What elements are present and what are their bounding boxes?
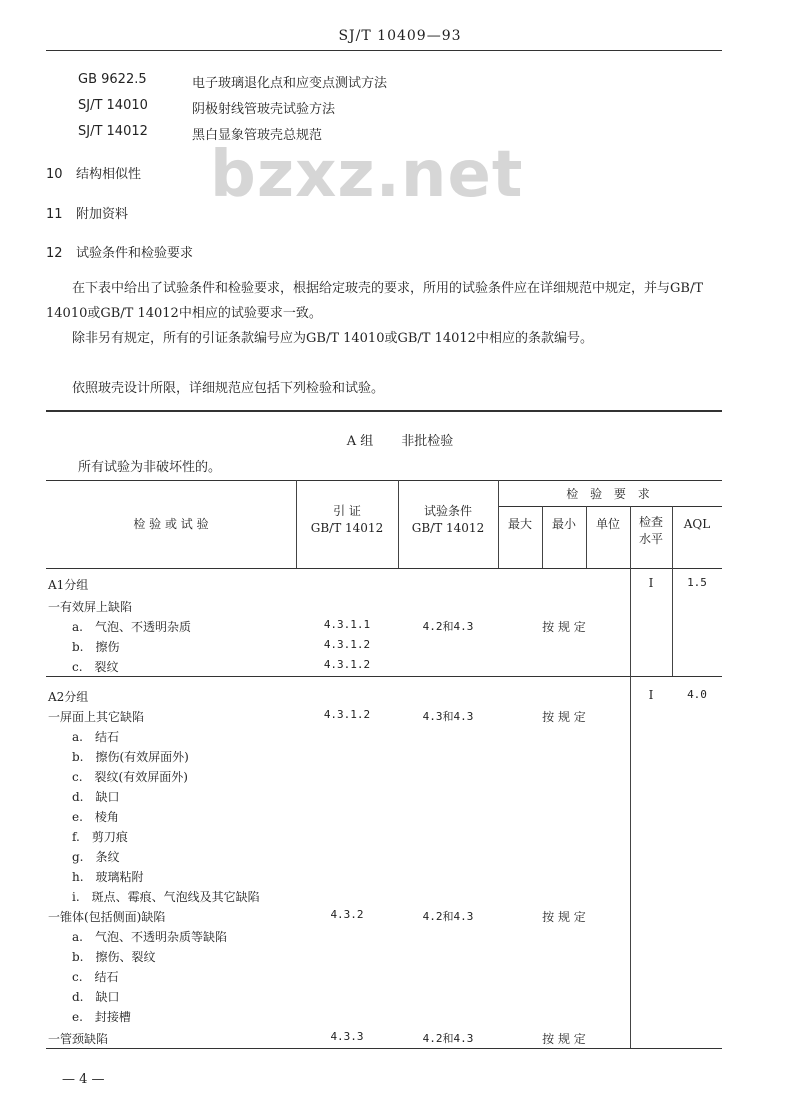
table-row-item: d. 缺口 (72, 790, 120, 804)
group-name: A 组 (346, 434, 374, 449)
col-rule (630, 568, 631, 1048)
table-row-ref: 4.3.2 (330, 908, 364, 921)
section-number: 12 (46, 246, 63, 261)
col-header-unit: 单位 (595, 517, 620, 531)
section-number: 11 (46, 207, 63, 222)
section-title: 结构相似性 (76, 167, 142, 182)
col-header-ref: 引 证 GB/T 14012 (310, 504, 384, 535)
body-paragraph: 依照玻壳设计所限，详细规范应包括下列检验和试验。 (72, 381, 385, 396)
col-header-max: 最大 (507, 517, 532, 531)
table-top-rule (46, 480, 722, 481)
req-sub-rule (498, 506, 722, 507)
watermark: bzxz.net (210, 138, 524, 212)
table-row-ref: 4.3.1.2 (323, 658, 371, 671)
ref-title: 电子玻璃退化点和应变点测试方法 (192, 76, 388, 91)
table-row-ref: 4.3.1.2 (323, 638, 371, 651)
table-row-ref: 4.3.3 (330, 1030, 364, 1043)
table-row-ref: 4.3.1.1 (323, 618, 371, 631)
col-header-min: 最小 (551, 517, 576, 531)
block-title: A2分组 (48, 690, 89, 704)
table-row-item: 一屏面上其它缺陷 (48, 710, 145, 724)
table-row-item: b. 擦伤 (72, 640, 120, 654)
col-header-req: 检 验 要 求 (566, 487, 654, 501)
col-header-item: 检 验 或 试 验 (133, 517, 209, 531)
inspection-level: I (648, 688, 654, 702)
table-header-rule (46, 568, 722, 569)
ref-code: SJ/T 14010 (78, 98, 148, 113)
page-number: — 4 — (62, 1072, 105, 1087)
col-header-cond: 试验条件 GB/T 14012 (411, 504, 485, 535)
table-row-item: a. 气泡、不透明杂质 (72, 620, 191, 634)
table-row-item: d. 缺口 (72, 990, 120, 1004)
inspection-level: I (648, 576, 654, 590)
table-row-item: f. 剪刀痕 (72, 830, 128, 844)
table-row-ref: 4.3.1.2 (323, 708, 371, 721)
table-row-item: c. 结石 (72, 970, 119, 984)
block-title: A1分组 (48, 578, 89, 592)
table-row-item: 一管颈缺陷 (48, 1032, 109, 1046)
aql-value: 4.0 (687, 688, 707, 701)
table-row-item: c. 裂纹 (72, 660, 119, 674)
section-number: 10 (46, 167, 63, 182)
section-title: 附加资料 (76, 207, 129, 222)
aql-value: 1.5 (687, 576, 707, 589)
table-bottom-rule (46, 1048, 722, 1049)
group-note: 所有试验为非破坏性的。 (78, 460, 222, 475)
table-row-req: 按 规 定 (542, 1032, 586, 1046)
ref-code: GB 9622.5 (78, 72, 147, 87)
table-row-item: a. 结石 (72, 730, 119, 744)
running-header: SJ/T 10409—93 (338, 28, 462, 44)
ref-code: SJ/T 14012 (78, 124, 148, 139)
table-row-cond: 4.2和4.3 (422, 620, 474, 633)
table-row-item: b. 擦伤(有效屏面外) (72, 750, 189, 764)
table-row-item: i. 斑点、霉痕、气泡线及其它缺陷 (72, 890, 260, 904)
table-row-item: 一有效屏上缺陷 (48, 600, 133, 614)
col-header-level: 检查 水平 (638, 515, 663, 546)
block-rule (46, 676, 722, 677)
ref-title: 黑白显象管玻壳总规范 (192, 128, 323, 143)
table-row-item: e. 封接槽 (72, 1010, 131, 1024)
table-row-cond: 4.3和4.3 (422, 710, 474, 723)
body-paragraph: 除非另有规定，所有的引证条款编号应为GB/T 14010或GB/T 14012中相应的条款编号。 (72, 331, 593, 346)
table-row-req: 按 规 定 (542, 910, 586, 924)
table-row-cond: 4.2和4.3 (422, 1032, 474, 1045)
table-row-cond: 4.2和4.3 (422, 910, 474, 923)
table-row-item: a. 气泡、不透明杂质等缺陷 (72, 930, 227, 944)
table-row-item: e. 棱角 (72, 810, 119, 824)
body-paragraph: 在下表中给出了试验条件和检验要求，根据给定玻壳的要求，所用的试验条件应在详细规范中规定，并与GB/T 14010或GB/T 14012中相应的试验要求一致。 (46, 281, 703, 321)
table-row-req: 按 规 定 (542, 710, 586, 724)
table-row-item: b. 擦伤、裂纹 (72, 950, 156, 964)
col-header-aql: AQL (683, 517, 711, 531)
group-title: 非批检验 (401, 434, 454, 449)
table-row-item: 一锥体(包括侧面)缺陷 (48, 910, 166, 924)
table-row-item: g. 条纹 (72, 850, 120, 864)
section-title: 试验条件和检验要求 (76, 246, 194, 261)
table-row-item: h. 玻璃粘附 (72, 870, 144, 884)
table-row-req: 按 规 定 (542, 620, 586, 634)
ref-title: 阴极射线管玻壳试验方法 (192, 102, 336, 117)
table-row-item: c. 裂纹(有效屏面外) (72, 770, 188, 784)
